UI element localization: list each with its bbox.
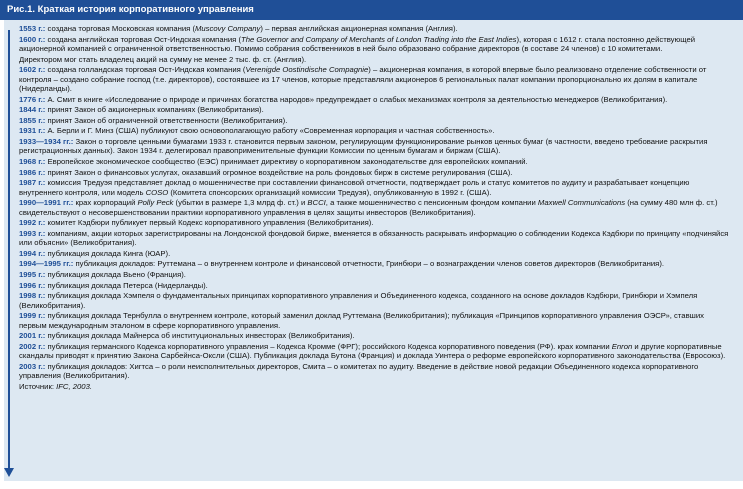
entry-text: (убытки в размере 1,3 млрд ф. ст.) и (173, 198, 308, 208)
entry-text-italic: COSO (145, 187, 169, 197)
entry-text-italic: Enron (611, 341, 633, 351)
entry-text: публикация доклада Тернбулла о внутреннем контроле, который заменил доклад Руттемана (Великобритания); публикация «Принципов корпоративного управления ОЭСР», ставших первым международным эталоном в сфере корпоративного управления. (19, 311, 704, 330)
entry-text-italic: Verenigde Oostindische Compagnie (245, 65, 369, 75)
entry-year: 1968 г.: (19, 156, 46, 166)
entry-year: 1553 г.: (19, 24, 46, 33)
timeline-entry (19, 311, 731, 331)
entry-year: 1994 г.: (19, 248, 46, 258)
entry-year: 1999 г.: (19, 311, 46, 321)
timeline-entry (19, 270, 731, 281)
entry-year: 1844 г.: (19, 105, 46, 115)
timeline-entry (19, 218, 731, 229)
timeline-entry (19, 362, 731, 382)
entry-text: публикация докладов: Хигтса – о роли неисполнительных директоров, Смита – о комитетах по аудиту. Введение в действие новой редакции Объединенного кодекса корпоративного управления (Великобритания). (19, 361, 699, 381)
source-note (19, 382, 731, 393)
entry-text-italic: BCCI (307, 198, 326, 208)
entry-text: ) – акционерная компания, в которой впервые было реализовано отделение собственности от контроля – создано собрание господ (т.е. директоров), состоявшее из 17 членов, которые представляли акционеров 6 региональных палат компании пропорционально их долям в капитале (Нидерланды). (19, 65, 707, 93)
entry-text: компаниям, акции которых зарегистрированы на Лондонской фондовой бирже, вменяется в обязанность раскрывать информацию о соблюдении Кодекса Кэдбюри по принципу «подчиняйся или объясни» (Великобритания). (19, 228, 729, 248)
entry-text: публикация доклада Хэмпеля о фундаментальных принципах корпоративного управления и Объединенного кодекса, созданного на основе докладов Кэдбюри, Гринбюри и Хэмпеля (Великобритания). (19, 291, 698, 310)
timeline-list (19, 24, 731, 392)
entry-text: А. Берли и Г. Минз (США) публикуют свою основополагающую работу «Современная корпорация и частная собственность». (45, 126, 495, 136)
entry-year: 2001 г.: (19, 331, 46, 341)
timeline-entry (19, 229, 731, 249)
timeline-entry (19, 95, 731, 106)
entry-year: 1993 г.: (19, 228, 46, 238)
entry-year: 1776 г.: (19, 94, 46, 104)
entry-text-italic: Polly Peck (137, 198, 174, 208)
entry-year: 1986 г.: (19, 167, 46, 177)
entry-year: 1855 г.: (19, 115, 46, 125)
entry-year: 1931 г.: (19, 126, 46, 136)
entry-year: 1990—1991 гг.: (19, 198, 74, 208)
timeline-entry (19, 259, 731, 270)
entry-text: ) – первая английская акционерная компания (Англия). (260, 24, 458, 33)
entry-text: ), которая с 1612 г. стала постоянно действующей акционерной компанией с ограниченной ответственностью. Помимо собрания собственников в ней было образовано собрание директоров (в составе 24 членов) с 10 комитетами. (19, 34, 696, 53)
timeline-entry (19, 65, 731, 94)
entry-text-italic: Maxwell Communications (537, 198, 626, 208)
timeline-entry (19, 342, 731, 362)
entry-text: и другие корпоративные скандалы приводят к принятию Закона Сарбейнса-Оксли (США). Публикация доклада Бутона (Франция) и доклада Уинтера о реформе европейского корпоративного законодательства (Евросоюз). (19, 341, 726, 361)
timeline-entry (19, 116, 731, 127)
entry-text: создана торговая Московская компания ( (45, 24, 195, 33)
entry-text: Закон о торговле ценными бумагами 1933 г. становится первым законом, регулирующим функционирование рынков ценных бумаг (в частности, введено требование раскрытия регистрационных данных). Закон 1934 г. делегировал правоприменительные функции Комиссии по ценным бумагам и биржам (США). (19, 136, 708, 156)
timeline-entry (19, 35, 731, 55)
entry-text: создана английская торговая Ост-Индская компания ( (45, 34, 242, 44)
entry-text: (на сумму 480 млн ф. ст.) свидетельствуют о несовершенствовании практики корпоративного управления в целях защиты инвесторов (Великобритания). (19, 198, 718, 217)
entry-text: публикация доклада Вьено (Франция). (45, 269, 186, 279)
entry-text: крах корпораций (73, 198, 138, 208)
timeline-entry (19, 281, 731, 292)
entry-text: комиссия Тредуэя представляет доклад о мошенничестве при составлении финансовой отчетности, подтверждает роль и статус комитетов по аудиту и разрабатывает концепцию внутреннего контроля, или модель (19, 178, 690, 197)
entry-year: 1994—1995 гг.: (19, 259, 74, 269)
entry-year: 1996 г.: (19, 280, 46, 290)
entry-text: Европейское экономическое сообщество (ЕЭС) принимает директиву о корпоративном законодательстве для европейских компаний. (45, 156, 528, 166)
entry-text: , а также мошенничество с пенсионным фондом компании (325, 198, 538, 208)
entry-year: 1987 г.: (19, 178, 46, 188)
entry-text: публикация германского Кодекса корпоративного управления – Кодекса Кромме (ФРГ); российского Кодекса корпоративного поведения (РФ). крах компании (45, 341, 612, 351)
entry-text: публикация доклада Майнерса об институциональных инвесторах (Великобритания). (45, 331, 355, 341)
timeline-entry (19, 331, 731, 342)
entry-text: публикация докладов: Руттемана – о внутреннем контроле и финансовой отчетности, Гринбюри – о вознаграждении членов советов директоров (Великобритания). (73, 259, 665, 269)
entry-year: 1992 г.: (19, 218, 46, 228)
timeline-entry (19, 249, 731, 260)
entry-year: 1933—1934 гг.: (19, 136, 74, 146)
entry-text: создана голландская торговая Ост-Индская компания ( (45, 65, 246, 75)
source-value: IFC, 2003. (56, 381, 92, 391)
timeline-entries (19, 24, 731, 382)
timeline-entry (19, 105, 731, 116)
entry-year: 1995 г.: (19, 269, 46, 279)
entry-year: 1998 г.: (19, 291, 46, 301)
entry-text: публикация доклада Петерса (Нидерланды). (45, 280, 208, 290)
entry-text: принят Закон об акционерных компаниях (Великобритания). (45, 105, 264, 115)
timeline-entry (19, 126, 731, 137)
entry-year: 1602 г.: (19, 65, 46, 75)
timeline-entry (19, 157, 731, 168)
timeline-axis (8, 30, 10, 470)
entry-text: принят Закон о финансовых услугах, оказавший огромное воздействие на роль фондовых бирж в системе регулирования (США). (45, 167, 513, 177)
entry-text-italic: Muscovy Company (195, 24, 261, 33)
timeline-entry (19, 198, 731, 218)
entry-text: Директором мог стать владелец акций на сумму не менее 2 тыс. ф. ст. (Англия). (19, 54, 307, 64)
entry-year: 2003 г.: (19, 361, 46, 371)
figure-title: Рис.1. Краткая история корпоративного управления (0, 0, 743, 20)
timeline-entry (19, 137, 731, 157)
entry-text: комитет Кэдбюри публикует первый Кодекс корпоративного управления (Великобритания). (45, 218, 374, 228)
entry-text: (Комитета спонсорских организаций комиссии Тредуэя), опубликованную в 1992 г. (США). (168, 187, 492, 197)
source-label: Источник: (19, 381, 57, 391)
entry-text: публикация доклада Кинга (ЮАР). (45, 248, 171, 258)
timeline-entry (19, 291, 731, 311)
timeline-entry (19, 55, 731, 66)
entry-text: принят Закон об ограниченной ответственности (Великобритания). (45, 115, 288, 125)
entry-text-italic: The Governor and Company of Merchants of London Trading into the East Indies (241, 34, 517, 44)
entry-text: А. Смит в книге «Исследование о природе и причинах богатства народов» предупреждает о слабых механизмах контроля за деятельностью менеджеров (Великобритания). (45, 94, 668, 104)
arrow-down-icon (4, 468, 14, 477)
timeline-entry (19, 24, 731, 35)
timeline-entry (19, 168, 731, 179)
timeline-entry (19, 178, 731, 198)
entry-year: 2002 г.: (19, 341, 46, 351)
entry-year: 1600 г.: (19, 34, 46, 44)
